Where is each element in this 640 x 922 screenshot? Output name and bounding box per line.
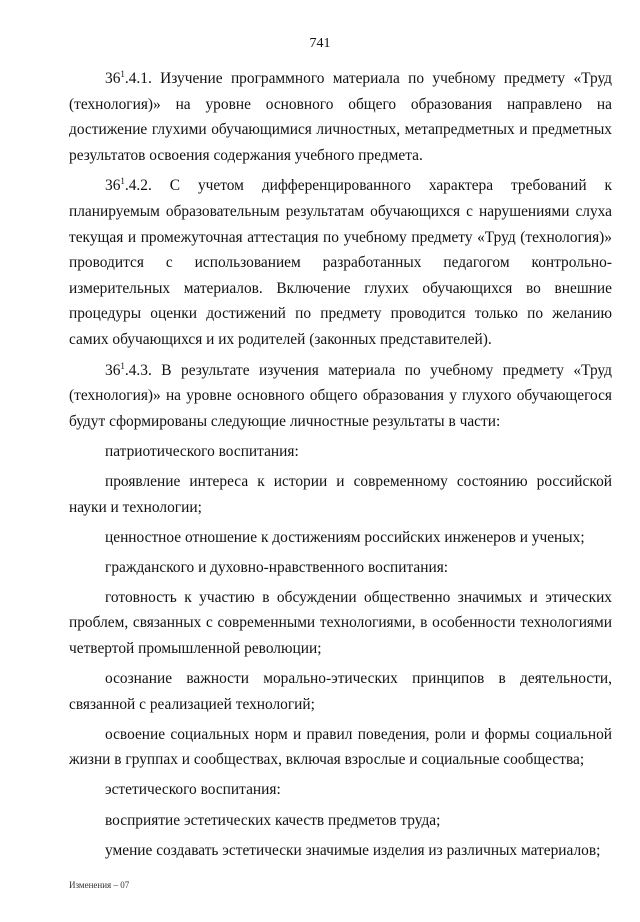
- section-number: $36^1.4.3$.: [105, 360, 152, 379]
- paragraph-section-36-1-4-3: [69, 358, 612, 435]
- document-body: [69, 66, 612, 863]
- list-item: ценностное отношение к достижениям российских инженеров и ученых;: [105, 528, 585, 546]
- paragraph-section-36-1-4-1: [69, 66, 612, 168]
- list-item: осознание важности морально-этических принципов в деятельности, связанной с реализацией технологий;: [69, 670, 612, 713]
- list-item: восприятие эстетических качеств предметов труда;: [105, 811, 441, 829]
- list-item: проявление интереса к истории и современному состоянию российской науки и технологии;: [69, 472, 612, 516]
- paragraph-text: В результате изучения материала по учебному предмету «Труд (технология)» на уровне основного общего образования у глухого обучающегося будут сформированы следующие личностные результаты в части:: [69, 361, 612, 430]
- paragraph-text: Изучение программного материала по учебному предмету «Труд (технология)» на уровне основного общего образования направлено на достижение глухими обучающимися личностных, метапредметных и предметных результатов освоения содержания учебного предмета.: [69, 70, 612, 164]
- list-item: готовность к участию в обсуждении общественно значимых и этических проблем, связанных с современными технологиями, в особенности технологиями четвертой промышленной революции;: [69, 588, 612, 657]
- paragraph-text: С учетом дифференцированного характера требований к планируемым образовательным результатам обучающихся с нарушениями слуха текущая и промежуточная аттестация по учебному предмету «Труд (технология)» проводится с использованием разработанных педагогом контрольно-измерительных материалов. Включение глухих обучающихся во внешние процедуры оценки достижений по предмету проводится только по желанию самих обучающихся и их родителей (законных представителей).: [69, 177, 612, 348]
- list-item: освоение социальных норм и правил поведения, роли и формы социальной жизни в группах и сообществах, включая взрослые и социальные сообщества;: [69, 725, 612, 769]
- paragraph-section-36-1-4-2: [69, 173, 612, 352]
- list-heading-patriotic: патриотического воспитания:: [105, 442, 299, 460]
- page-number: 741: [309, 36, 331, 51]
- section-number: $36^1.4.2$.: [105, 176, 152, 195]
- list-item: умение создавать эстетически значимые изделия из различных материалов;: [105, 841, 601, 859]
- list-heading-civic: гражданского и духовно-нравственного воспитания:: [105, 558, 449, 576]
- section-number: $36^1.4.1$.: [105, 68, 152, 87]
- list-heading-aesthetic: эстетического воспитания:: [105, 781, 281, 799]
- footer-revision-note: Изменения – 07: [69, 880, 130, 890]
